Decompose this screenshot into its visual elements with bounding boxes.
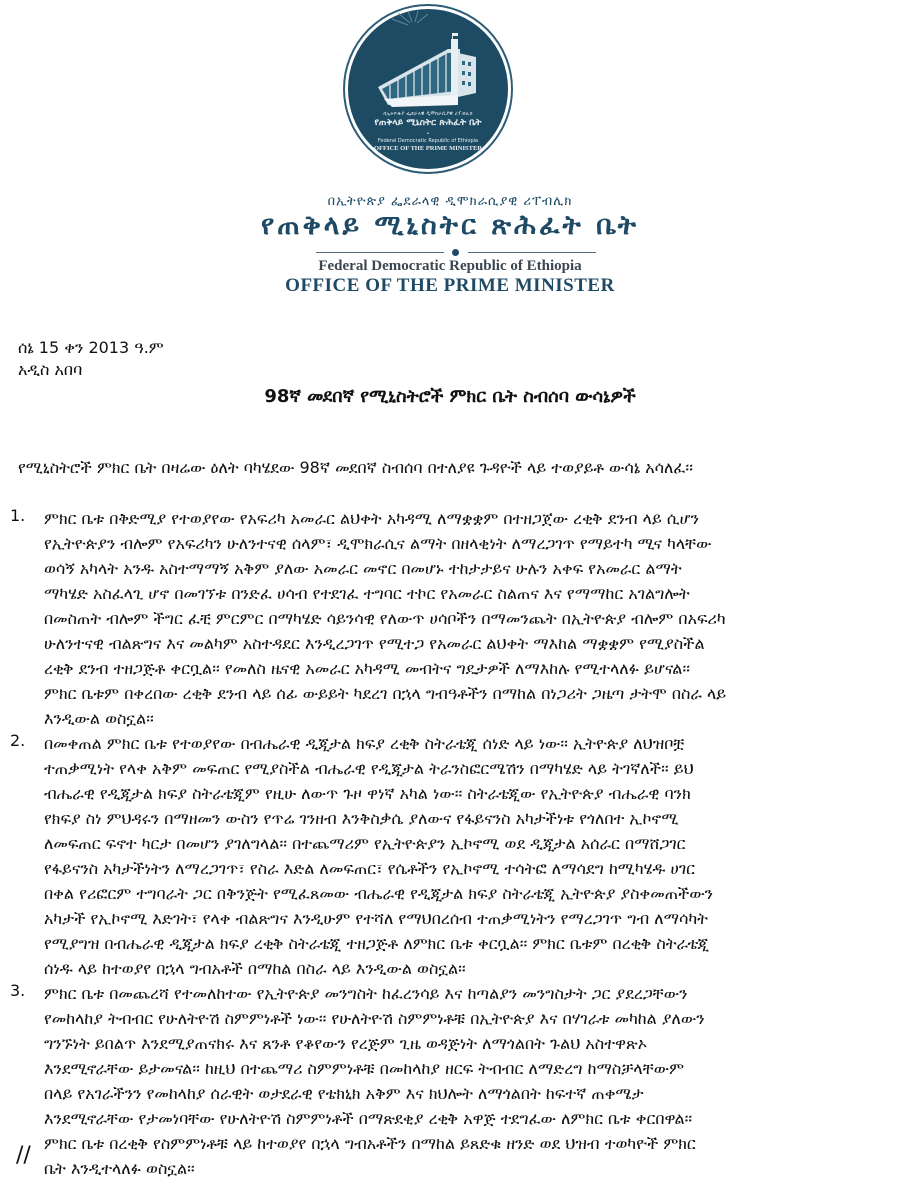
item-line: በመቀጠል ምክር ቤቱ የተወያየው በብሔራዊ ዲጂታል ክፍያ ረቂቅ ስትራቴጂ ሰነድ ላይ ነው፡፡ ኢትዮጵያ ለህዝቦቿ: [44, 734, 685, 753]
item-line: እንዲውል ወስኗል፡፡: [44, 709, 154, 728]
seal-english-country: Federal Democratic Republic of Ethiopia: [377, 138, 479, 144]
org-office-english: OFFICE OF THE PRIME MINISTER: [285, 275, 615, 296]
item-line: በቀል የሪፎርም ተግባራት ጋር በቅንጅት የሚፈጸመው ብሔራዊ የዲጂታል ክፍያ ስትራቴጂ ኢትዮጵያ ያስቀመጠችውን: [44, 884, 714, 903]
org-office-amharic: የጠቅላይ ሚኒስትር ጽሕፈት ቤት: [261, 210, 639, 241]
item-line: ምክር ቤቱ በመጨረሻ የተመለከተው የኢትዮጵያ መንግስት ከፈረንሳይ እና ከጣልያን መንግስታት ጋር ያደረጋቸውን: [44, 984, 688, 1003]
item-line: በላይ የአገራችንን የመከላከያ ሰራዊት ወታደራዊ የቴክኒክ አቅም እና ክህሎት ለማጎልበት ከፍተኛ ጠቀሜታ: [44, 1084, 644, 1103]
seal-english-office: OFFICE OF THE PRIME MINISTER: [374, 145, 482, 152]
item-line: በመስጠት ብሎም ችግር ፈቺ ምርምር በማካሄድ ሳይንሳዊ የለውጥ ሀሳቦችን በማመንጨት በኢትዮጵያ ብሎም በአፍሪካ: [44, 609, 726, 628]
document-title: 98ኛ መደበኛ የሚኒስትሮች ምክር ቤት ስብሰባ ውሳኔዎች: [264, 386, 636, 407]
item-line: የመከላከያ ትብብር የሁለትዮሽ ስምምነቶች ነው፡፡ የሁለትዮሽ ስምምነቶቹ በኢትዮጵያ እና በሃገራቱ መካከል ያለውን: [44, 1009, 705, 1028]
item-line: እንደሚኖራቸው የታመነባቸው የሁለትዮሽ ስምምነቶች በማጽደቂያ ረቂቅ አዋጅ ተደግፈው ለምክር ቤቱ ቀርበዋል፡፡: [44, 1109, 693, 1128]
seal-amharic-office: የጠቅላይ ሚኒስትር ጽሕፈት ቤት: [374, 118, 482, 128]
item-line: ሁለንተናዊ ብልጽግና እና መልካም አስተዳደር እንዲረጋገጥ የሚተጋ የአመራር ልህቀት ማእከል ማቋቋም የሚያስችል: [44, 634, 705, 653]
item-number: 2.: [10, 731, 26, 750]
item-line: የኢትዮጵያን ብሎም የአፍሪካን ሁለንተናዊ ሰላም፣ ዲሞክራሲና ልማት በዘላቂነት ለማረጋገጥ የማይተካ ሚና ካላቸው: [44, 534, 712, 553]
item-line: ምክር ቤቱ በቅድሚያ የተወያየው የአፍሪካ አመራር ልህቀት አካዳሚ ለማቋቋም በተዘጋጀው ረቂቅ ደንብ ላይ ሲሆን: [44, 509, 699, 528]
item-line: የሚያግዝ በብሔራዊ ዲጂታል ክፍያ ረቂቅ ስትራቴጂ ተዘጋጅቶ ለምክር ቤቱ ቀርቧል፡፡ ምክር ቤቱም በረቂቅ ስትራቴጂ: [44, 934, 710, 953]
letterhead: [0, 0, 900, 300]
item-line: ምክር ቤቱም በቀረበው ረቂቅ ደንብ ላይ ሰፊ ውይይት ካደረገ በኋላ ግብዓቶችን በማከል በነጋሪት ጋዜጣ ታትሞ በስራ ላይ: [44, 684, 727, 703]
document-place: አዲስ አበባ: [18, 360, 83, 379]
decision-item-3: [10, 981, 886, 1181]
letterhead-divider: [316, 249, 596, 257]
decision-item-2: [10, 731, 886, 981]
item-line: እንደሚኖራቸው ይታመናል፡፡ ከዚህ በተጨማሪ ስምምነቶቹ በመከላከያ ዘርፍ ትብብር ለማድረግ ከማስቻላቸውም: [44, 1059, 685, 1078]
document-end-mark: //: [16, 1143, 31, 1168]
item-line: ወሳኝ አካላት አንዱ አስተማማኝ አቅም ያለው አመራር መኖር በመሆኑ ተከታታይና ሁሉን አቀፍ የአመራር ልማት: [44, 559, 682, 578]
item-number: 3.: [10, 981, 26, 1000]
item-line: ግንኙነት ይበልጥ እንደሚያጠናክሩ እና ጸንቶ የቆየውን የረጅም ጊዜ ወዳጅነት ለማጎልበት ጉልህ አስተዋጽኦ: [44, 1034, 648, 1053]
office-seal-logo: [345, 6, 511, 172]
decision-list: [10, 506, 886, 1181]
item-line: ብሔራዊ የዲጂታል ክፍያ ስትራቴጂም የዚሁ ለውጥ ጉዞ ዋነኛ አካል ነው፡፡ ስትራቴጂው የኢትዮጵያ ብሔራዊ ባንክ: [44, 784, 691, 803]
document-intro: የሚኒስትሮች ምክር ቤት በዛሬው ዕለት ባካሄደው 98ኛ መደበኛ ስብሰባ በተለያዩ ጉዳዮች ላይ ተወያይቶ ውሳኔ አሳለፈ፡፡: [18, 458, 693, 477]
item-line: ረቂቅ ደንብ ተዘጋጅቶ ቀርቧል፡፡ የመለስ ዜናዊ አመራር አካዳሚ መብትና ግዴታዎች ለማእከሉ የሚተላለፉ ይሆናል፡፡: [44, 659, 690, 678]
document-date: ሰኔ 15 ቀን 2013 ዓ.ም: [18, 338, 164, 357]
item-line: አካታች የኢኮኖሚ እድገት፣ የላቀ ብልጽግና እንዲሁም የተሻለ የማህበረሰብ ተጠቃሚነትን የማረጋገጥ ግብ ለማሳካት: [44, 909, 708, 928]
item-line: ሰነዱ ላይ ከተወያየ በኋላ ግብአቶች በማከል በስራ ላይ እንዲውል ወስኗል፡፡: [44, 959, 466, 978]
item-line: የክፍያ ስነ ምህዳሩን በማዘመን ውስን የጥሬ ገንዘብ እንቅስቃሴ ያለውና የፋይናንስ አካታችነቱ የጎለበተ ኢኮኖሚ: [44, 809, 679, 828]
item-line: ማካሄድ አስፈላጊ ሆኖ በመገኘቱ በንድፈ ሀሳብ የተደገፈ ተግባር ተኮር የአመራር ስልጠና እና የማማከር አገልግሎት: [44, 584, 690, 603]
seal-separator-dot: •: [426, 131, 430, 137]
item-line: ተጠቃሚነት የላቀ አቅም መፍጠር የሚያስችል ብሔራዊ የዲጂታል ትራንስፎርሜሽን በማካሄድ ላይ ትገኛለች፡፡ ይህ: [44, 759, 694, 778]
org-country-english: Federal Democratic Republic of Ethiopia: [318, 258, 582, 274]
item-line: ቤት እንዲተላለፉ ወስኗል፡፡: [44, 1159, 195, 1178]
seal-amharic-country: በኢትዮጵያ ፌደራላዊ ዲሞክራሲያዊ ሪፐብሊክ: [383, 111, 473, 117]
item-line: ምክር ቤቱ በረቂቅ የስምምነቶቹ ላይ ከተወያየ በኋላ ግብአቶችን በማከል ይጸድቁ ዘንድ ወደ ህዝብ ተወካዮች ምክር: [44, 1134, 696, 1153]
item-number: 1.: [10, 506, 26, 525]
org-country-amharic: በኢትዮጵያ ፌደራላዊ ዲሞክራሲያዊ ሪፐብሊክ: [327, 194, 573, 209]
decision-item-1: [10, 506, 886, 731]
item-line: ለመፍጠር ፍኖተ ካርታ በመሆን ያገለግላል፡፡ በተጨማሪም የኢትዮጵያን ኢኮኖሚ ወደ ዲጂታል አሰራር በማሸጋገር: [44, 834, 686, 853]
item-line: የፋይናንስ አካታችነትን ለማረጋገጥ፣ የስራ እድል ለመፍጠር፣ የሴቶችን የኢኮኖሚ ተሳትፎ ለማሳደግ ከሚካሄዱ ሀገር: [44, 859, 695, 878]
